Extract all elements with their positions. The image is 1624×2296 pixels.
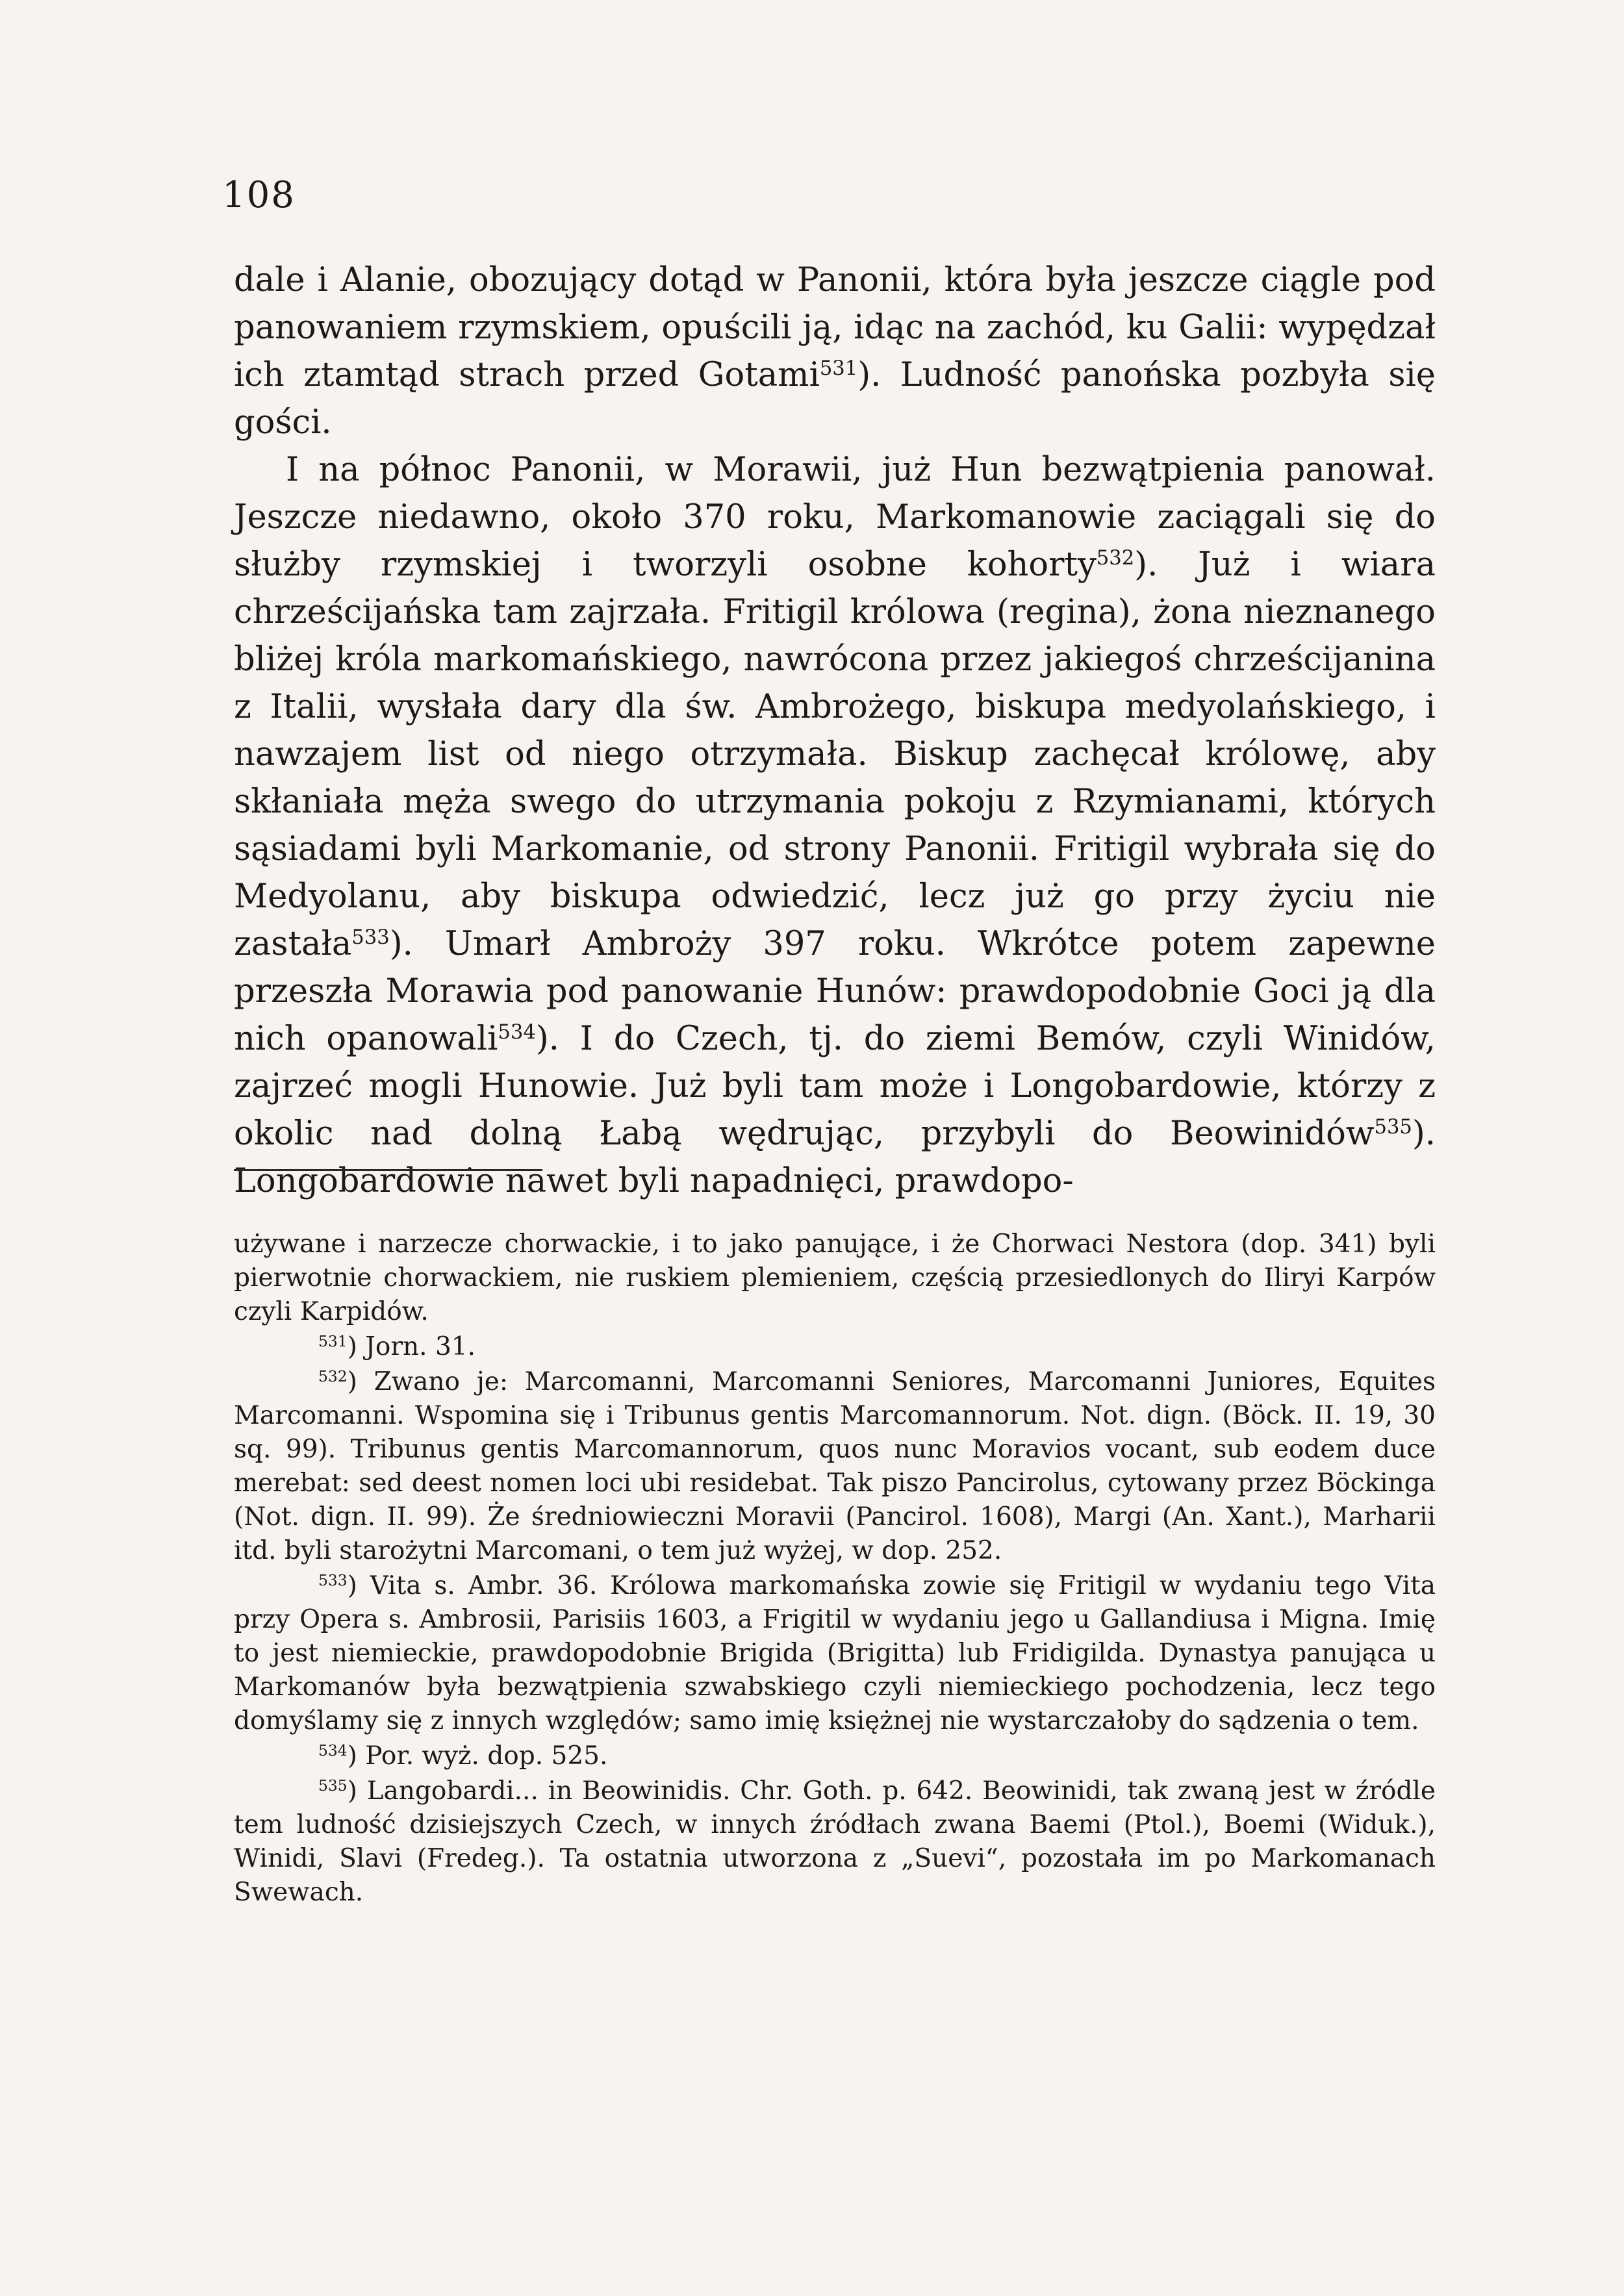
footnote-ref-532: 532	[1096, 547, 1135, 570]
footnote-ref-534: 534	[498, 1021, 536, 1044]
footnotes	[234, 1228, 1436, 1911]
text-run: dale i Alanie, obozujący dotąd w Panonii, która była jeszcze ciągle pod panowaniem rzymskiem, opuścili ją, idąc na zachód, ku Galii: wypędzał ich ztamtąd strach przed Gotami	[234, 261, 1436, 394]
footnote-number: 535	[318, 1776, 348, 1795]
footnote-533	[234, 1569, 1436, 1738]
paragraph-1	[234, 257, 1436, 446]
footnote-number: 532	[318, 1367, 348, 1386]
footnote-ref-533: 533	[351, 926, 390, 950]
paragraph-2	[234, 446, 1436, 1205]
text-run: ). I do Czech, tj. do ziemi Bemów, czyli Winidów, zajrzeć mogli Hunowie. Już byli tam może i Longobardowie, którzy z okolic nad dolną Łabą wędrując, przybyli do Beowinidów	[234, 1020, 1436, 1153]
footnote-number: 531	[318, 1332, 348, 1351]
footnote-text: ) Langobardi... in Beowinidis. Chr. Goth. p. 642. Beowinidi, tak zwaną jest w źródle tem ludność dzisiejszych Czech, w innych źródłach zwana Baemi (Ptol.), Boemi (Widuk.), Winidi, Slavi (Fredeg.). Ta ostatnia utworzona z „Suevi“, pozostała im po Markomanach Swewach.	[234, 1776, 1436, 1907]
footnote-ref-535: 535	[1374, 1116, 1412, 1139]
footnote-text: ) Jorn. 31.	[347, 1332, 476, 1361]
text-run: ). Już i wiara chrześcijańska tam zajrzała. Fritigil królowa (regina), żona nieznanego bliżej króla markomańskiego, nawrócona przez jakiegoś chrześcijanina z Italii, wysłała dary dla św. Ambrożego, biskupa medyolańskiego, i nawzajem list od niego otrzymała. Biskup zachęcał królowę, aby skłaniała męża swego do utrzymania pokoju z Rzymianami, których sąsiadami byli Markomanie, od strony Panonii. Fritigil wybrała się do Medyolanu, aby biskupa odwiedzić, lecz już go przy życiu nie zastała	[234, 546, 1436, 963]
text-run: ). Ludność panońska pozbyła się gości.	[234, 356, 1436, 442]
text-run: ). Longobardowie nawet byli napadnięci, prawdopo-	[234, 1115, 1436, 1200]
footnote-534	[234, 1739, 1436, 1773]
text-run: I na północ Panonii, w Morawii, już Hun bezwątpienia panował. Jeszcze niedawno, około 370 roku, Markomanowie zaciągali się do służby rzymskiej i tworzyli osobne kohorty	[234, 451, 1436, 584]
footnote-531	[234, 1330, 1436, 1364]
footnote-ref-531: 531	[819, 357, 858, 381]
footnote-text: ) Vita s. Ambr. 36. Królowa markomańska zowie się Fritigil w wydaniu tego Vita przy Opera s. Ambrosii, Parisiis 1603, a Frigitil w wydaniu jego u Gallandiusa i Migna. Imię to jest niemieckie, prawdopodobnie Brigida (Brigitta) lub Fridigilda. Dynastya panująca u Markomanów była bezwątpienia szwabskiego czyli niemieckiego pochodzenia, lecz tego domyślamy się z innych względów; samo imię księżnej nie wystarczałoby do sądzenia o tem.	[234, 1571, 1436, 1735]
text-run: ). Umarł Ambroży 397 roku. Wkrótce potem zapewne przeszła Morawia pod panowanie Hunów: prawdopodobnie Goci ją dla nich opanowali	[234, 925, 1436, 1058]
footnote-separator	[234, 1169, 542, 1171]
page-number: 108	[222, 174, 296, 216]
footnote-text: ) Por. wyż. dop. 525.	[347, 1741, 608, 1771]
footnote-number: 533	[318, 1571, 348, 1590]
footnote-continuation: używane i narzecze chorwackie, i to jako panujące, i że Chorwaci Nestora (dop. 341) byli pierwotnie chorwackiem, nie ruskiem plemieniem, częścią przesiedlonych do Iliryi Karpów czyli Karpidów.	[234, 1230, 1436, 1326]
footnote-535	[234, 1774, 1436, 1910]
footnote-532	[234, 1365, 1436, 1568]
footnote-number: 534	[318, 1741, 348, 1760]
main-text	[234, 257, 1436, 1205]
footnote-text: ) Zwano je: Marcomanni, Marcomanni Seniores, Marcomanni Juniores, Equites Marcomanni. Wspomina się i Tribunus gentis Marcomannorum. Not. dign. (Böck. II. 19, 30 sq. 99). Tribunus gentis Marcomannorum, quos nunc Moravios vocant, sub eodem duce merebat: sed deest nomen loci ubi residebat. Tak piszo Pancirolus, cytowany przez Böckinga (Not. dign. II. 99). Że średniowieczni Moravii (Pancirol. 1608), Margi (An. Xant.), Marharii itd. byli starożytni Marcomani, o tem już wyżej, w dop. 252.	[234, 1367, 1436, 1565]
